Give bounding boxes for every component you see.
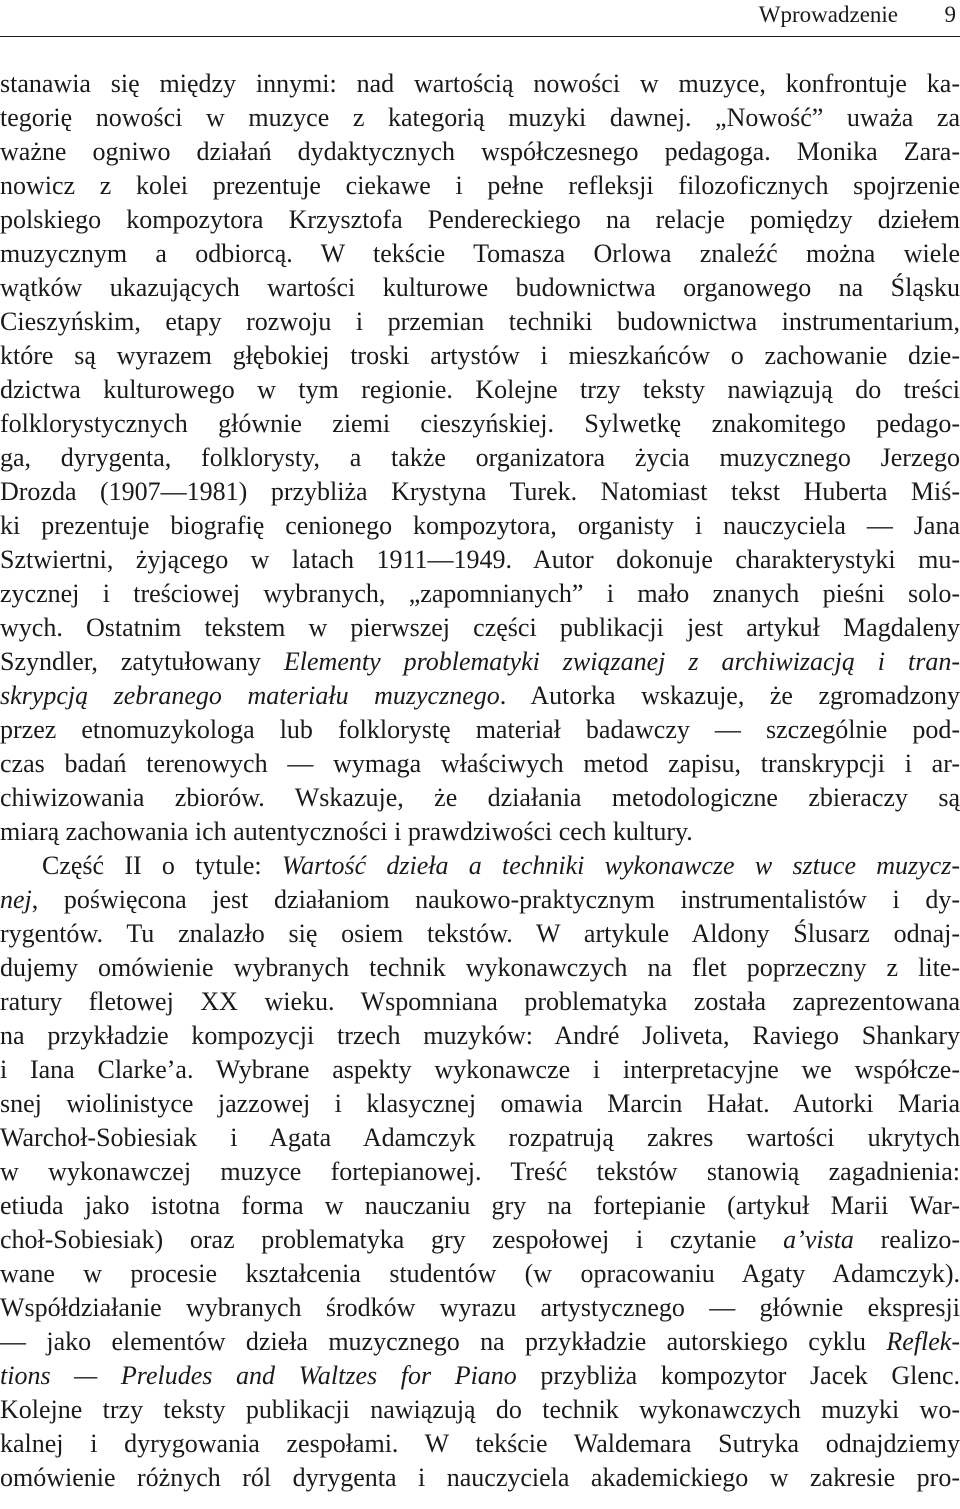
text-line	[0, 101, 960, 135]
line-text: Drozda (1907—1981) przybliża Krystyna Turek. Natomiast tekst Huberta Miś-	[0, 477, 960, 506]
line-text: folklorystycznych głównie ziemi cieszyńskiej. Sylwetkę znakomitego pedago-	[0, 409, 960, 438]
text-line	[0, 271, 960, 305]
line-text: Kolejne trzy teksty publikacji nawiązują do technik wykonawczych muzyki wo-	[0, 1395, 960, 1424]
line-text: wych. Ostatnim tekstem w pierwszej części publikacji jest artykuł Magdaleny	[0, 613, 960, 642]
line-text: muzycznym a odbiorcą. W tekście Tomasza Orlowa znaleźć można wiele	[0, 239, 960, 268]
running-header-title: Wprowadzenie	[758, 2, 898, 27]
text-line	[0, 849, 960, 883]
text-line	[0, 645, 960, 679]
line-text: Szyndler, zatytułowany	[0, 647, 284, 676]
line-text: kalnej i dyrygowania zespołami. W tekście Waldemara Sutryka odnajdziemy	[0, 1429, 960, 1458]
line-text: które są wyrazem głębokiej troski artystów i mieszkańców o zachowanie dzie-	[0, 341, 960, 370]
italic-title-text: nej	[0, 885, 32, 914]
line-text: zycznej i treściowej wybranych, „zapomnianych” i mało znanych pieśni solo-	[0, 579, 960, 608]
line-text: dujemy omówienie wybranych technik wykonawczych na flet poprzeczny z lite-	[0, 953, 960, 982]
line-text: Współdziałanie wybranych środków wyrazu artystycznego — głównie ekspresji	[0, 1293, 960, 1322]
text-line	[0, 611, 960, 645]
line-text: rygentów. Tu znalazło się osiem tekstów. W artykule Aldony Ślusarz odnaj-	[0, 919, 960, 948]
line-text: czas badań terenowych — wymaga właściwych metod zapisu, transkrypcji i ar-	[0, 749, 960, 778]
text-line	[0, 577, 960, 611]
line-text: Część II o tytule:	[42, 851, 282, 880]
text-line	[0, 203, 960, 237]
line-text: Sztwiertni, żyjącego w latach 1911—1949. Autor dokonuje charakterystyki mu-	[0, 545, 960, 574]
line-text: Cieszyńskim, etapy rozwoju i przemian techniki budownictwa instrumentarium,	[0, 307, 960, 336]
text-line	[0, 1019, 960, 1053]
line-text: przez etnomuzykologa lub folklorystę materiał badawczy — szczególnie pod-	[0, 715, 960, 744]
line-text: na przykładzie kompozycji trzech muzyków: André Joliveta, Raviego Shankary	[0, 1021, 960, 1050]
italic-title-text: Elementy problematyki związanej z archiwizacją i tran-	[283, 647, 960, 676]
page-number: 9	[944, 2, 956, 27]
line-text: dzictwa kulturowego w tym regionie. Kolejne trzy teksty nawiązują do treści	[0, 375, 960, 404]
line-text: i Iana Clarke’a. Wybrane aspekty wykonawcze i interpretacyjne we współcze-	[0, 1055, 960, 1084]
text-line	[0, 679, 960, 713]
italic-title-text: tions — Preludes and Waltzes for Piano	[0, 1361, 517, 1390]
text-line	[0, 1359, 960, 1393]
text-line	[0, 169, 960, 203]
line-text: miarą zachowania ich autentyczności i prawdziwości cech kultury.	[0, 817, 693, 846]
line-text: chiwizowania zbiorów. Wskazuje, że działania metodologiczne zbieraczy są	[0, 783, 960, 812]
header-rule	[0, 36, 960, 37]
text-line	[0, 305, 960, 339]
body-text	[0, 67, 960, 1495]
text-line	[0, 1461, 960, 1495]
text-line	[0, 1223, 960, 1257]
line-text: realizo-	[853, 1225, 960, 1254]
text-line	[0, 1053, 960, 1087]
text-line	[0, 747, 960, 781]
line-text: tegorię nowości w muzyce z kategorią muzyki dawnej. „Nowość” uważa za	[0, 103, 960, 132]
line-text: nowicz z kolei prezentuje ciekawe i pełne refleksji filozoficznych spojrzenie	[0, 171, 960, 200]
line-text: stanawia się między innymi: nad wartością nowości w muzyce, konfrontuje ka-	[0, 69, 960, 98]
text-line	[0, 1427, 960, 1461]
text-line	[0, 781, 960, 815]
text-line	[0, 1325, 960, 1359]
text-line	[0, 407, 960, 441]
text-line	[0, 985, 960, 1019]
line-text: . Autorka wskazuje, że zgromadzony	[499, 681, 960, 710]
line-text: Warchoł-Sobiesiak i Agata Adamczyk rozpatrują zakres wartości ukrytych	[0, 1123, 960, 1152]
text-line	[0, 1291, 960, 1325]
line-text: choł-Sobiesiak) oraz problematyka gry zespołowej i czytanie	[0, 1225, 784, 1254]
text-line	[0, 1121, 960, 1155]
running-header	[0, 0, 960, 42]
text-line	[0, 1155, 960, 1189]
text-line	[0, 815, 960, 849]
line-text: ratury fletowej XX wieku. Wspomniana problematyka została zaprezentowana	[0, 987, 960, 1016]
text-line	[0, 237, 960, 271]
text-line	[0, 509, 960, 543]
text-line	[0, 67, 960, 101]
line-text: przybliża kompozytor Jacek Glenc.	[516, 1361, 960, 1390]
line-text: — jako elementów dzieła muzycznego na przykładzie autorskiego cyklu	[0, 1327, 887, 1356]
text-line	[0, 713, 960, 747]
text-line	[0, 1393, 960, 1427]
text-line	[0, 951, 960, 985]
text-line	[0, 441, 960, 475]
italic-title-text: a’vista	[783, 1225, 854, 1254]
text-line	[0, 339, 960, 373]
line-text: wątków ukazujących wartości kulturowe budownictwa organowego na Śląsku	[0, 273, 960, 302]
line-text: , poświęcona jest działaniom naukowo-praktycznym instrumentalistów i dy-	[31, 885, 960, 914]
text-line	[0, 883, 960, 917]
line-text: snej wiolinistyce jazzowej i klasycznej omawia Marcin Hałat. Autorki Maria	[0, 1089, 960, 1118]
line-text: etiuda jako istotna forma w nauczaniu gry na fortepianie (artykuł Marii War-	[0, 1191, 960, 1220]
italic-title-text: skrypcją zebranego materiału muzycznego	[0, 681, 500, 710]
line-text: w wykonawczej muzyce fortepianowej. Treść tekstów stanowią zagadnienia:	[0, 1157, 960, 1186]
line-text: ważne ogniwo działań dydaktycznych współczesnego pedagoga. Monika Zara-	[0, 137, 960, 166]
line-text: omówienie różnych ról dyrygenta i nauczyciela akademickiego w zakresie pro-	[0, 1463, 960, 1492]
text-line	[0, 1257, 960, 1291]
text-line	[0, 135, 960, 169]
italic-title-text: Wartość dzieła a techniki wykonawcze w sztuce muzycz-	[281, 851, 960, 880]
line-text: ga, dyrygenta, folklorysty, a także organizatora życia muzycznego Jerzego	[0, 443, 960, 472]
line-text: ki prezentuje biografię cenionego kompozytora, organisty i nauczyciela — Jana	[0, 511, 960, 540]
italic-title-text: Reflek-	[886, 1327, 960, 1356]
line-text: wane w procesie kształcenia studentów (w opracowaniu Agaty Adamczyk).	[0, 1259, 960, 1288]
text-line	[0, 373, 960, 407]
line-text: polskiego kompozytora Krzysztofa Pendereckiego na relacje pomiędzy dziełem	[0, 205, 960, 234]
text-line	[0, 1087, 960, 1121]
text-line	[0, 475, 960, 509]
text-line	[0, 1189, 960, 1223]
text-line	[0, 543, 960, 577]
text-line	[0, 917, 960, 951]
